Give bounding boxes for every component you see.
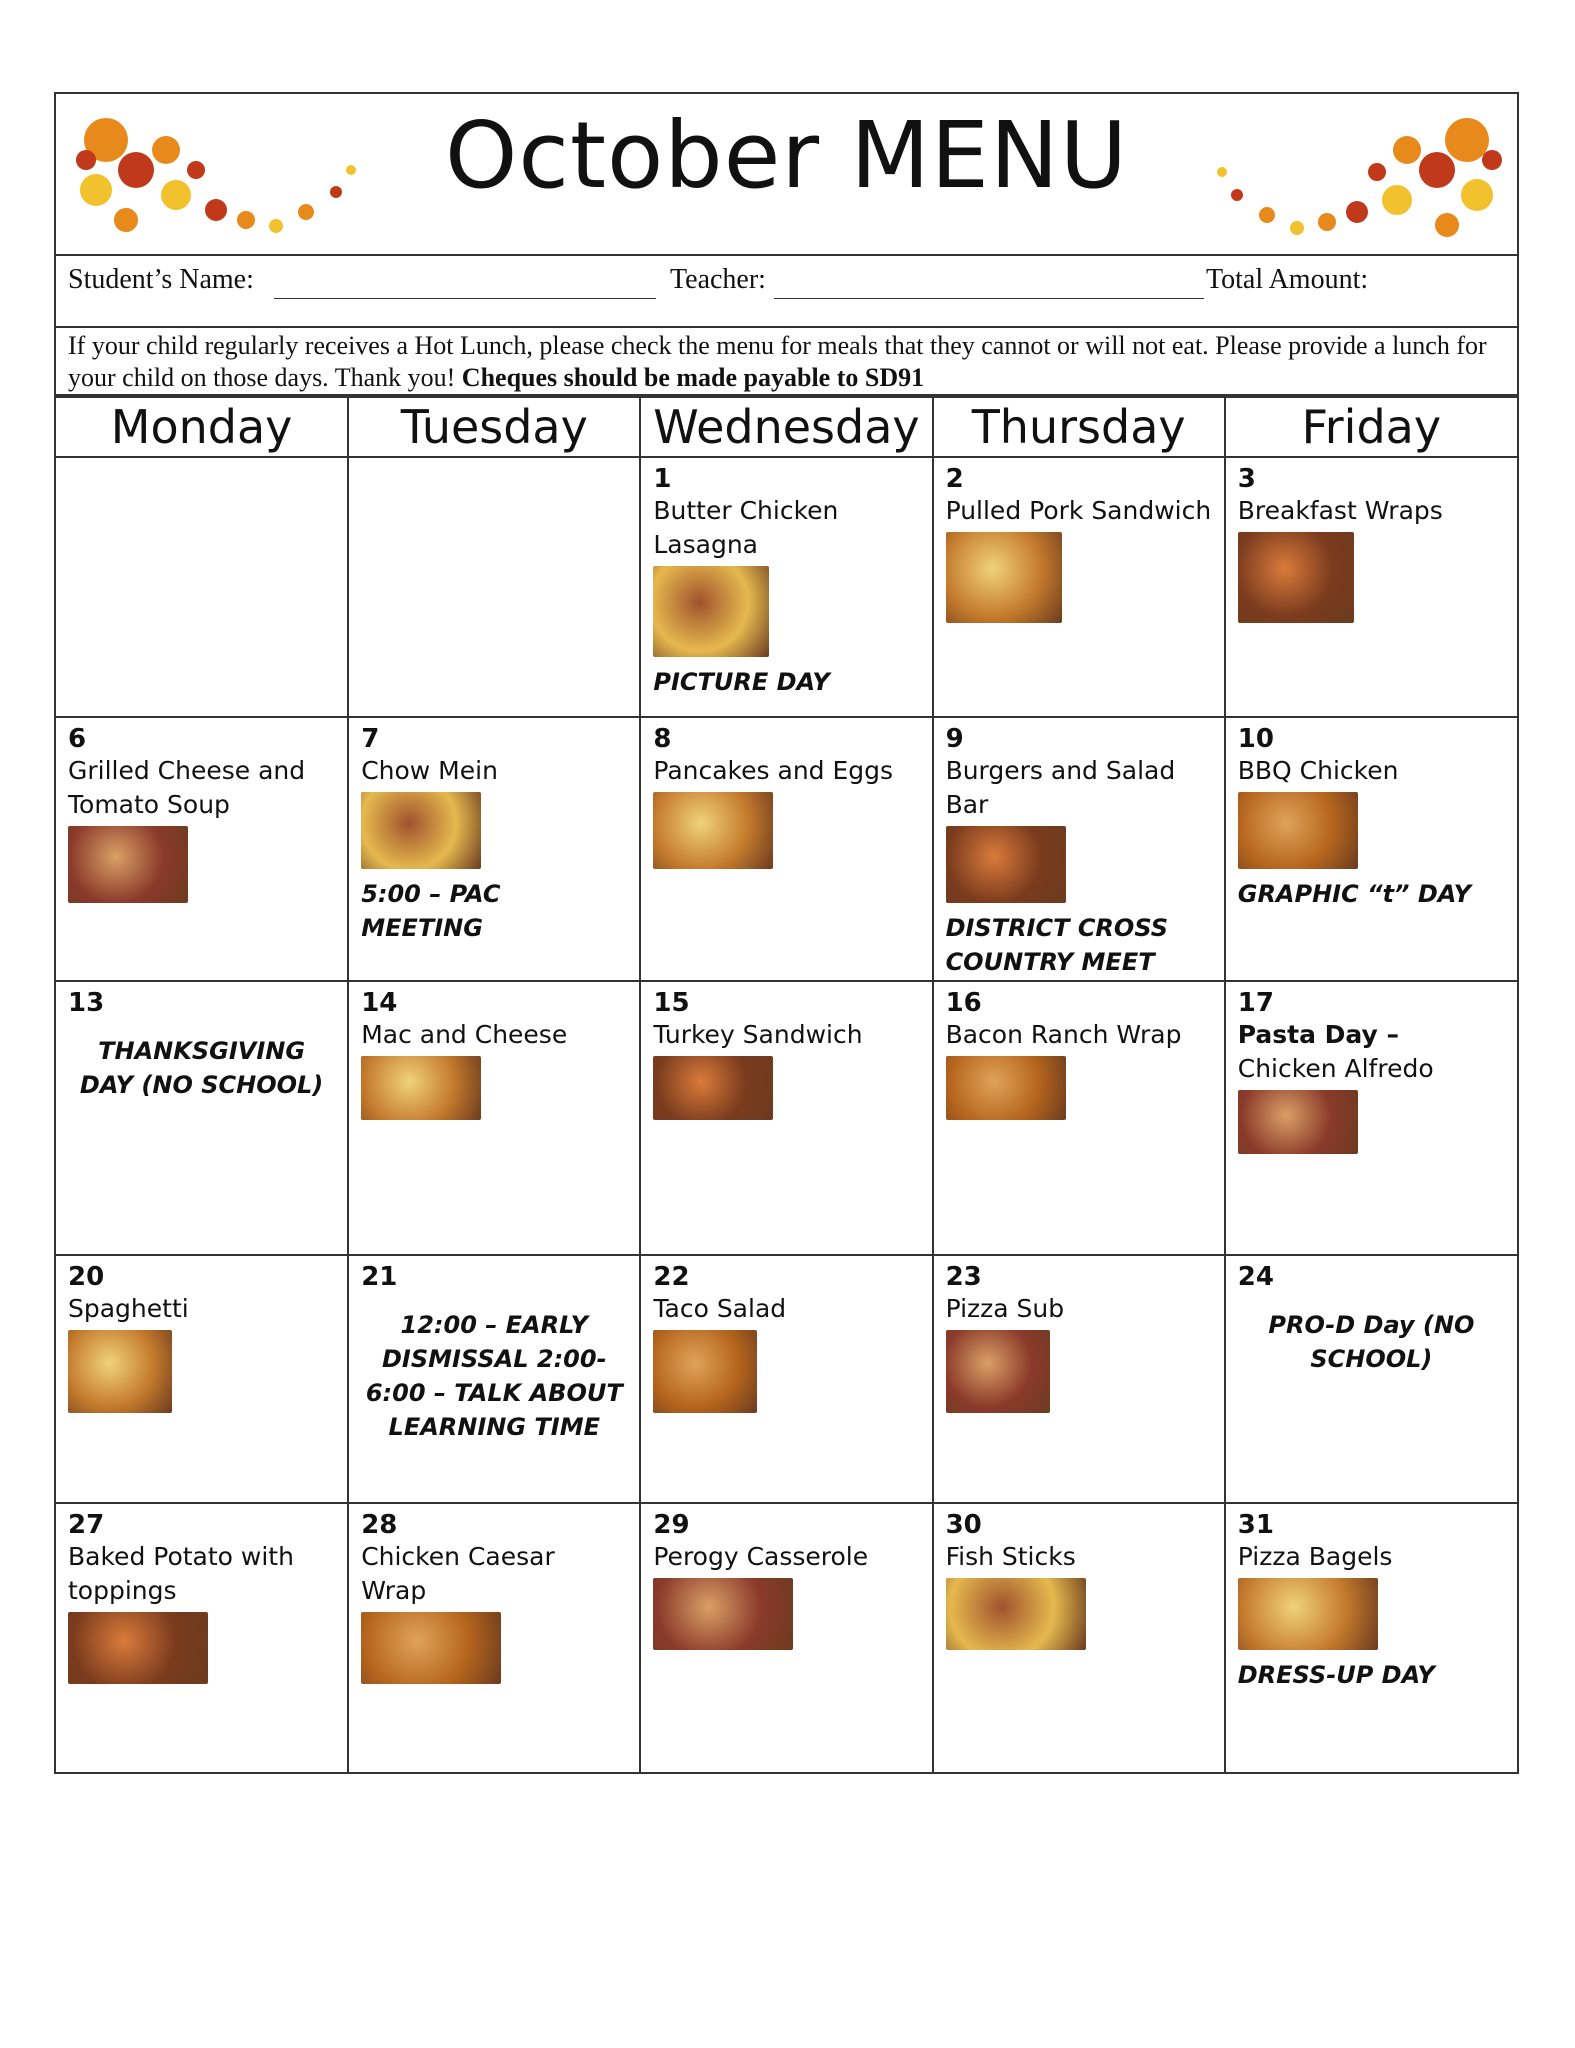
menu-sheet [54, 92, 1519, 1774]
calendar-week-row [56, 1255, 1517, 1503]
meal-name [1238, 494, 1505, 528]
day-number: 15 [653, 988, 690, 1018]
calendar-day-cell [933, 717, 1225, 981]
note-text: If your child regularly receives a Hot Lunch, please check the menu for meals that they cannot or will not eat. Please provide a lunch for your child on those days. Thank you! [68, 331, 1487, 392]
food-photo-icon [653, 1578, 793, 1650]
food-photo-icon [1238, 532, 1354, 623]
meal-text: Baked Potato with toppings [68, 1542, 294, 1605]
day-number: 1 [653, 464, 672, 494]
food-photo-icon [653, 1330, 757, 1413]
food-photo-icon [946, 826, 1066, 903]
hot-lunch-note [56, 328, 1517, 396]
day-number: 10 [1237, 724, 1274, 754]
meal-text: Chicken Alfredo [1237, 1054, 1434, 1083]
calendar-day-cell [348, 1503, 640, 1772]
day-number: 14 [361, 988, 398, 1018]
calendar-day-cell [348, 457, 640, 717]
meal-text: Pulled Pork Sandwich [945, 496, 1212, 525]
cheques-note: Cheques should be made payable to SD91 [461, 363, 925, 392]
event-note: GRAPHIC “t” DAY [1237, 879, 1471, 908]
calendar-day-cell [640, 981, 932, 1255]
meal-name [1238, 1018, 1505, 1086]
meal-name [1238, 754, 1505, 788]
food-photo-icon [946, 1330, 1050, 1413]
weekday-tuesday: Tuesday [348, 397, 640, 457]
calendar-day-cell [56, 981, 348, 1255]
calendar-week-row [56, 981, 1517, 1255]
day-number: 8 [653, 724, 672, 754]
calendar-day-cell [933, 1503, 1225, 1772]
food-photo-icon [946, 1056, 1066, 1120]
meal-name [946, 494, 1212, 528]
food-photo-icon [1238, 1578, 1378, 1650]
day-number: 24 [1237, 1262, 1274, 1292]
meal-name [1238, 1540, 1505, 1574]
food-photo-icon [653, 792, 773, 869]
calendar-week-row [56, 1503, 1517, 1772]
meal-text: Grilled Cheese and Tomato Soup [68, 756, 306, 819]
day-number: 31 [1237, 1510, 1274, 1540]
calendar-day-cell [1225, 457, 1517, 717]
meal-name [946, 754, 1212, 822]
calendar-day-cell [1225, 1503, 1517, 1772]
day-number: 29 [653, 1510, 690, 1540]
meal-text: Breakfast Wraps [1237, 496, 1443, 525]
calendar-day-cell [56, 1255, 348, 1503]
calendar-day-cell [933, 1255, 1225, 1503]
meal-name [653, 754, 919, 788]
food-photo-icon [1238, 1090, 1358, 1154]
food-photo-icon [1238, 792, 1358, 869]
student-name-label: Student’s Name: [68, 264, 254, 295]
food-photo-icon [68, 1330, 172, 1413]
meal-text: Butter Chicken Lasagna [653, 496, 839, 559]
calendar-week-row [56, 717, 1517, 981]
food-photo-icon [68, 826, 188, 903]
meal-name [653, 494, 919, 562]
calendar-day-cell [933, 457, 1225, 717]
day-number: 23 [945, 1262, 982, 1292]
weekday-monday: Monday [56, 397, 348, 457]
meal-text: Burgers and Salad Bar [945, 756, 1176, 819]
meal-text: Pizza Bagels [1237, 1542, 1393, 1571]
meal-name [68, 754, 335, 822]
meal-name [68, 1292, 335, 1326]
food-photo-icon [653, 1056, 773, 1120]
day-number: 13 [68, 988, 105, 1018]
event-note: 5:00 – PAC MEETING [361, 879, 501, 942]
meal-text: Mac and Cheese [361, 1020, 568, 1049]
meal-name [946, 1540, 1212, 1574]
page-title: October MENU [444, 102, 1129, 209]
calendar-day-cell [1225, 981, 1517, 1255]
day-number: 3 [1237, 464, 1256, 494]
calendar-day-cell [56, 457, 348, 717]
day-number: 21 [361, 1262, 398, 1292]
autumn-leaves-right-icon [1207, 100, 1507, 250]
meal-text: Taco Salad [653, 1294, 787, 1323]
day-number: 16 [945, 988, 982, 1018]
student-name-field[interactable] [274, 298, 656, 299]
food-photo-icon [653, 566, 769, 657]
meal-text: BBQ Chicken [1237, 756, 1399, 785]
calendar-day-cell [348, 717, 640, 981]
day-number: 20 [68, 1262, 105, 1292]
meal-text: Pancakes and Eggs [653, 756, 894, 785]
day-number: 6 [68, 724, 87, 754]
weekday-thursday: Thursday [933, 397, 1225, 457]
calendar-day-cell [56, 1503, 348, 1772]
meal-text: Chow Mein [361, 756, 498, 785]
student-info-row [56, 256, 1517, 328]
calendar-day-cell [1225, 1255, 1517, 1503]
meal-name [653, 1018, 919, 1052]
calendar-day-cell [1225, 717, 1517, 981]
meal-name [361, 1540, 627, 1608]
meal-text: Turkey Sandwich [653, 1020, 863, 1049]
meal-theme: Pasta Day – [1237, 1020, 1400, 1049]
meal-text: Pizza Sub [945, 1294, 1065, 1323]
event-note: PICTURE DAY [653, 668, 830, 697]
meal-name [946, 1018, 1212, 1052]
food-photo-icon [361, 792, 481, 869]
food-photo-icon [946, 1578, 1086, 1650]
event-note: DRESS-UP DAY [1237, 1661, 1435, 1689]
calendar-day-cell [640, 1503, 932, 1772]
menu-header [56, 94, 1517, 256]
calendar-day-cell [640, 1255, 932, 1503]
event-note: THANKSGIVING DAY (NO SCHOOL) [79, 1037, 324, 1099]
meal-name [653, 1292, 919, 1326]
meal-text: Spaghetti [68, 1294, 189, 1323]
food-photo-icon [68, 1612, 208, 1684]
calendar-day-cell [640, 457, 932, 717]
meal-text: Chicken Caesar Wrap [361, 1542, 555, 1605]
meal-text: Perogy Casserole [653, 1542, 869, 1571]
day-number: 7 [361, 724, 380, 754]
calendar-day-cell [56, 717, 348, 981]
meal-name [946, 1292, 1212, 1326]
teacher-label: Teacher: [670, 264, 766, 295]
calendar-week-row [56, 457, 1517, 717]
event-note: DISTRICT CROSS COUNTRY MEET [945, 913, 1169, 976]
calendar-day-cell [640, 717, 932, 981]
meal-text: Fish Sticks [945, 1542, 1076, 1571]
food-photo-icon [361, 1056, 481, 1120]
teacher-field[interactable] [774, 298, 1204, 299]
meal-name [68, 1540, 335, 1608]
weekday-friday: Friday [1225, 397, 1517, 457]
day-number: 9 [945, 724, 964, 754]
menu-calendar [56, 396, 1517, 1772]
day-number: 17 [1237, 988, 1274, 1018]
day-number: 22 [653, 1262, 690, 1292]
day-number: 30 [945, 1510, 982, 1540]
day-number: 2 [945, 464, 964, 494]
food-photo-icon [946, 532, 1062, 623]
meal-text: Bacon Ranch Wrap [945, 1020, 1182, 1049]
calendar-day-cell [348, 1255, 640, 1503]
event-note: PRO-D Day (NO SCHOOL) [1268, 1311, 1475, 1373]
day-number: 27 [68, 1510, 105, 1540]
total-amount-label: Total Amount: [1206, 264, 1369, 295]
calendar-day-cell [348, 981, 640, 1255]
weekday-wednesday: Wednesday [640, 397, 932, 457]
food-photo-icon [361, 1612, 501, 1684]
calendar-day-cell [933, 981, 1225, 1255]
meal-name [361, 1018, 627, 1052]
meal-name [361, 754, 627, 788]
day-number: 28 [361, 1510, 398, 1540]
meal-name [653, 1540, 919, 1574]
event-note: 12:00 – EARLY DISMISSAL 2:00-6:00 – TALK ABOUT LEARNING TIME [365, 1311, 623, 1441]
